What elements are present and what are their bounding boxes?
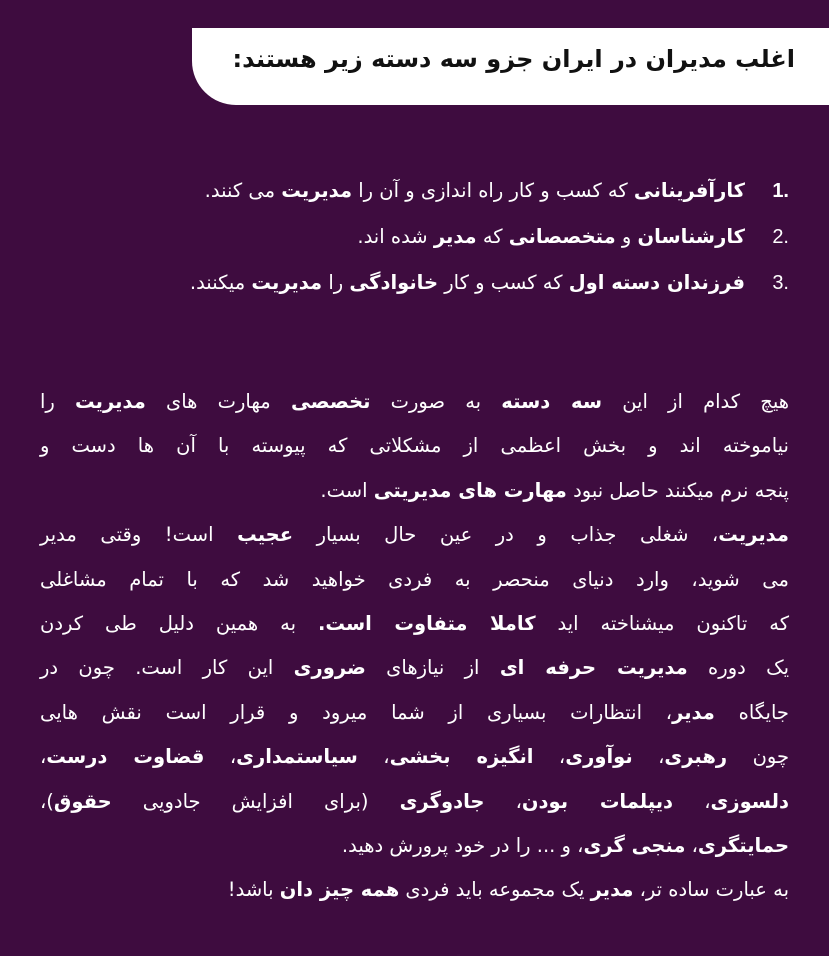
bold-text: کارشناسان [637,225,745,248]
heading-banner [192,28,829,105]
text-run: از نیازهای [365,656,500,680]
text-run: است! وقتی مدیر [40,523,238,547]
paragraph-line [40,424,789,468]
text-run: مهارت های [145,390,291,413]
paragraph-line [40,868,789,912]
bold-text: منجی گری [583,833,686,857]
bold-text: مدیر [433,225,477,248]
text-run: که کسب و کار [438,271,569,294]
list-item [60,268,789,314]
bold-text: کارآفرینانی [633,179,745,202]
text-run: را [322,271,350,294]
text-run: ، [685,833,698,857]
body-paragraph [40,380,789,913]
bold-text: سیاستمداری [236,745,358,769]
bold-text: جادوگری [399,789,485,813]
text-run: ، [484,789,522,813]
list-number: 1. [772,180,789,202]
paragraph-line [40,691,789,735]
bold-text: انگیزه بخشی [389,745,534,769]
list-item-text [190,268,745,298]
bold-text: حقوق [53,789,112,813]
text-run: شده اند. [357,225,434,248]
bold-text: خانوادگی [349,271,439,294]
text-run: ، [204,745,237,769]
paragraph-line [40,602,789,646]
list-number: 3. [772,272,789,294]
text-run: ، [673,789,711,813]
bold-text: دلسوزی [710,789,789,813]
paragraph-line [40,558,789,602]
bold-text: تخصصی [290,390,371,413]
bold-text: ضروری [293,656,366,680]
text-run: (برای افزایش جادویی [111,789,400,813]
bold-text: مدیریت [718,523,789,547]
paragraph-line [40,824,789,868]
text-run: ، و ... را در خود پرورش دهید. [341,833,584,857]
text-run: ، شغلی جذاب و در عین حال بسیار [293,523,719,547]
text-run: به همین دلیل طی کردن [40,611,318,635]
heading-title: اغلب مدیران در ایران جزو سه دسته زیر هستند: [232,45,795,73]
text-run: این کار است. چون در [40,656,294,680]
text-run: چون [727,745,790,769]
text-run: است. [320,478,374,502]
text-run: جایگاه [714,700,789,724]
text-run: و [615,225,638,248]
paragraph-line [40,780,789,824]
text-run: می شوید، وارد دنیای منحصر به فردی خواهید شد که با تمام مشاغلی [40,567,789,591]
text-run: میکنند. [189,271,252,294]
text-run: که کسب و کار راه اندازی و آن را [352,179,634,202]
bold-text: عجیب [237,523,294,547]
text-run: یک دوره [687,656,790,680]
paragraph-line [40,469,789,513]
bold-text: سه دسته [501,390,603,413]
text-run: می کنند. [204,179,282,202]
text-run: که تاکنون میشناخته اید [535,611,789,635]
bold-text: مدیر [590,878,634,902]
bold-text: رهبری [664,745,728,769]
text-run: که [476,225,509,248]
bold-text: مهارت های مدیریتی [373,478,567,502]
text-run: باشد! [227,878,280,902]
list-item-text [205,176,745,206]
text-run: به عبارت ساده تر، [633,878,789,902]
paragraph-line [40,735,789,779]
bold-text: نوآوری [565,745,633,769]
text-run: پنجه نرم میکنند حاصل نبود [566,478,789,502]
text-run: ، [40,745,47,769]
bold-text: متخصصانی [508,225,616,248]
bold-text: دیپلمات بودن [521,789,674,813]
text-run: را [40,390,76,413]
text-run: یک مجموعه باید فردی [399,878,591,902]
bold-text: فرزندان دسته اول [568,271,745,294]
bold-text: قضاوت درست [46,745,205,769]
paragraph-line [40,646,789,690]
bold-text: همه چیز دان [279,878,400,902]
bold-text: مدیریت [251,271,323,294]
text-run: به صورت [370,390,502,413]
text-run: ، انتظارات بسیاری از شما میرود و قرار است نقش هایی [40,700,673,724]
text-run: ، [357,745,390,769]
text-run: نیاموخته اند و بخش اعظمی از مشکلاتی که پیوسته با آن ها دست و [40,434,789,458]
list-item-text [357,222,745,252]
text-run: )، [40,789,54,813]
text-run: هیچ کدام از این [602,390,789,413]
bold-text: کاملا متفاوت است. [317,611,536,635]
manager-types-list [60,176,789,314]
bold-text: مدیر [672,700,715,724]
list-number: 2. [772,226,789,248]
bold-text: حمایتگری [697,833,789,857]
bold-text: مدیریت [75,390,146,413]
bold-text: مدیریت [281,179,353,202]
list-item [60,176,789,222]
list-item [60,222,789,268]
paragraph-line [40,513,789,557]
text-run: ، [632,745,665,769]
paragraph-line [40,380,789,424]
bold-text: مدیریت حرفه ای [499,656,688,680]
text-run: ، [533,745,566,769]
